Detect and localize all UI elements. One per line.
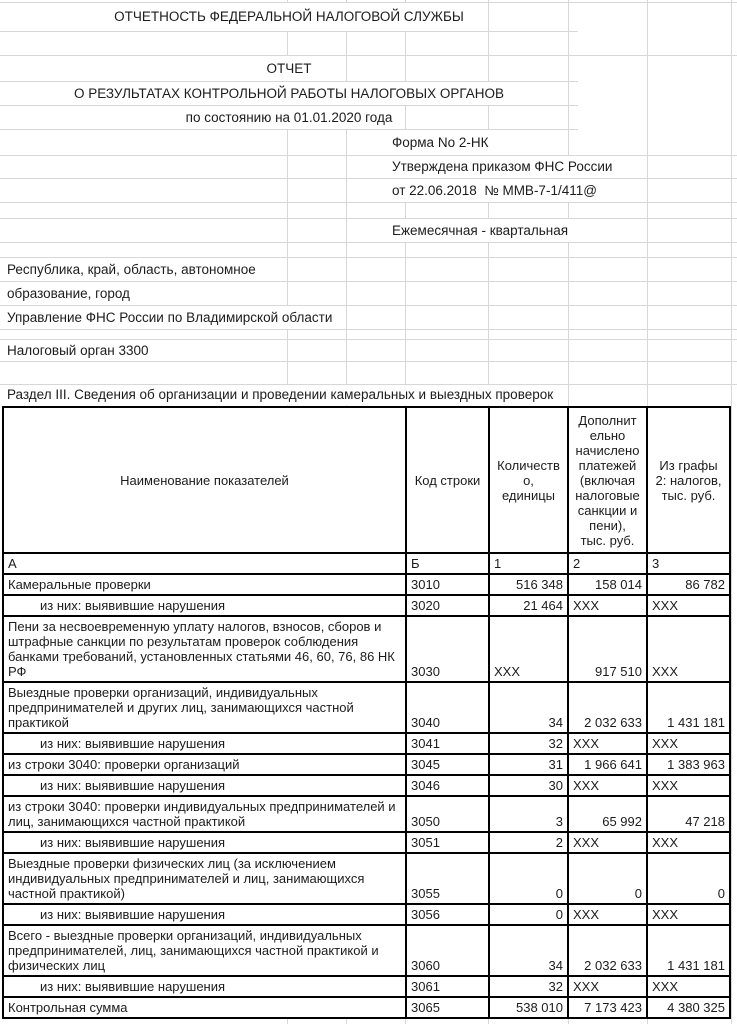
region-value: Управление ФНС России по Владимирской области [0, 306, 737, 330]
region-label-line2: образование, город [0, 282, 737, 306]
row-code-cell: 3020 [406, 595, 489, 616]
row-code-cell: 3061 [406, 976, 489, 997]
as-of-date: по состоянию на 01.01.2020 года [0, 106, 578, 130]
quantity-cell: 0 [489, 904, 568, 925]
row-code-cell: 3046 [406, 775, 489, 796]
indicator-name-cell: из них: выявившие нарушения [3, 595, 406, 616]
quantity-cell: 31 [489, 754, 568, 775]
table-row [3, 754, 730, 775]
indicator-name-cell: из них: выявившие нарушения [3, 775, 406, 796]
row-code-cell: 3060 [406, 925, 489, 976]
row-code-cell: 3010 [406, 574, 489, 595]
added-payments-cell: 158 014 [568, 574, 647, 595]
report-word: ОТЧЕТ [0, 56, 578, 82]
table-row [3, 682, 730, 733]
quantity-cell: 2 [489, 832, 568, 853]
added-payments-cell: 2 032 633 [568, 925, 647, 976]
row-code-cell: 3040 [406, 682, 489, 733]
quantity-cell: 516 348 [489, 574, 568, 595]
taxes-cell: XXX [647, 775, 730, 796]
taxes-cell: XXX [647, 832, 730, 853]
taxes-cell: XXX [647, 616, 730, 682]
added-payments-cell: 65 992 [568, 796, 647, 832]
quantity-cell: 34 [489, 925, 568, 976]
taxes-cell: XXX [647, 904, 730, 925]
index-cell: 2 [568, 553, 647, 574]
row-code-cell: 3050 [406, 796, 489, 832]
added-payments-cell: 917 510 [568, 616, 647, 682]
taxes-cell: 1 431 181 [647, 682, 730, 733]
quantity-cell: 32 [489, 733, 568, 754]
report-agency-title: ОТЧЕТНОСТЬ ФЕДЕРАЛЬНОЙ НАЛОГОВОЙ СЛУЖБЫ [0, 3, 578, 32]
column-header-added: Дополнительно начислено платежей (включая налоговые санкции и пени), тыс. руб. [568, 407, 647, 553]
row-code-cell: 3056 [406, 904, 489, 925]
blank-row [0, 362, 737, 385]
column-header-taxes: Из графы 2: налогов, тыс. руб. [647, 407, 730, 553]
added-payments-cell: XXX [568, 976, 647, 997]
column-header-code: Код строки [406, 407, 489, 553]
added-payments-cell: XXX [568, 595, 647, 616]
blank-row [0, 330, 737, 340]
table-row [3, 904, 730, 925]
table-row [3, 616, 730, 682]
added-payments-cell: XXX [568, 775, 647, 796]
row-code-cell: 3045 [406, 754, 489, 775]
taxes-cell: 47 218 [647, 796, 730, 832]
indicator-name-cell: Пени за несвоевременную уплату налогов, взносов, сборов и штрафные санкции по результатам проверок соблюдения банками требований, установленных статьями 46, 60, 76, 86 НК РФ [3, 616, 406, 682]
table-row [3, 775, 730, 796]
blank-row [0, 32, 737, 56]
quantity-cell: 34 [489, 682, 568, 733]
indicator-name-cell: Выездные проверки физических лиц (за исключением индивидуальных предпринимателей и лиц, занимающихся частной практикой) [3, 853, 406, 904]
taxes-cell: XXX [647, 976, 730, 997]
taxes-cell: 1 383 963 [647, 754, 730, 775]
blank-row [0, 203, 737, 219]
taxes-cell: 1 431 181 [647, 925, 730, 976]
table-row [3, 595, 730, 616]
table-row [3, 925, 730, 976]
taxes-cell: 86 782 [647, 574, 730, 595]
indicator-name-cell: Камеральные проверки [3, 574, 406, 595]
row-code-cell: 3051 [406, 832, 489, 853]
indicator-name-cell: Контрольная сумма [3, 997, 406, 1018]
added-payments-cell: XXX [568, 832, 647, 853]
quantity-cell: 3 [489, 796, 568, 832]
indicator-name-cell: из строки 3040: проверки организаций [3, 754, 406, 775]
index-cell: 3 [647, 553, 730, 574]
column-index-row [3, 553, 730, 574]
taxes-cell: 4 380 325 [647, 997, 730, 1018]
row-code-cell: 3055 [406, 853, 489, 904]
table-row [3, 796, 730, 832]
table-header-row [3, 407, 730, 553]
column-header-name: Наименование показателей [3, 407, 406, 553]
added-payments-cell: XXX [568, 733, 647, 754]
table-row [3, 976, 730, 997]
report-subject: О РЕЗУЛЬТАТАХ КОНТРОЛЬНОЙ РАБОТЫ НАЛОГОВЫХ ОРГАНОВ [0, 82, 578, 106]
quantity-cell: 32 [489, 976, 568, 997]
quantity-cell: XXX [489, 616, 568, 682]
table-row [3, 574, 730, 595]
indicator-name-cell: Всего - выездные проверки организаций, индивидуальных предпринимателей, лиц, занимающихся частной практикой и физических лиц [3, 925, 406, 976]
row-code-cell: 3041 [406, 733, 489, 754]
table-row [3, 997, 730, 1018]
region-label-line1: Республика, край, область, автономное [0, 258, 737, 282]
section-title: Раздел III. Сведения об организации и проведении камеральных и выездных проверок [0, 385, 737, 406]
checks-table [2, 406, 731, 1019]
blank-row [0, 243, 737, 258]
column-header-qty: Количество, единицы [489, 407, 568, 553]
quantity-cell: 21 464 [489, 595, 568, 616]
table-row [3, 832, 730, 853]
row-code-cell: 3065 [406, 997, 489, 1018]
quantity-cell: 0 [489, 853, 568, 904]
table-row [3, 733, 730, 754]
approved-by: Утверждена приказом ФНС России [0, 156, 737, 179]
indicator-name-cell: из них: выявившие нарушения [3, 733, 406, 754]
added-payments-cell: XXX [568, 904, 647, 925]
added-payments-cell: 7 173 423 [568, 997, 647, 1018]
indicator-name-cell: из них: выявившие нарушения [3, 832, 406, 853]
quantity-cell: 30 [489, 775, 568, 796]
row-code-cell: 3030 [406, 616, 489, 682]
periodicity: Ежемесячная - квартальная [0, 219, 737, 243]
indicator-name-cell: Выездные проверки организаций, индивидуальных предпринимателей и других лиц, занимающихся частной практикой [3, 682, 406, 733]
taxes-cell: 0 [647, 853, 730, 904]
indicator-name-cell: из строки 3040: проверки индивидуальных предпринимателей и лиц, занимающихся частной практикой [3, 796, 406, 832]
added-payments-cell: 1 966 641 [568, 754, 647, 775]
form-number: Форма No 2-НК [0, 130, 737, 156]
approval-date: от 22.06.2018 № ММВ-7-1/411@ [0, 179, 737, 203]
tax-authority: Налоговый орган 3300 [0, 340, 737, 362]
taxes-cell: XXX [647, 595, 730, 616]
table-row [3, 853, 730, 904]
index-cell: А [3, 553, 406, 574]
taxes-cell: XXX [647, 733, 730, 754]
added-payments-cell: 2 032 633 [568, 682, 647, 733]
indicator-name-cell: из них: выявившие нарушения [3, 904, 406, 925]
quantity-cell: 538 010 [489, 997, 568, 1018]
index-cell: Б [406, 553, 489, 574]
indicator-name-cell: из них: выявившие нарушения [3, 976, 406, 997]
index-cell: 1 [489, 553, 568, 574]
added-payments-cell: 0 [568, 853, 647, 904]
